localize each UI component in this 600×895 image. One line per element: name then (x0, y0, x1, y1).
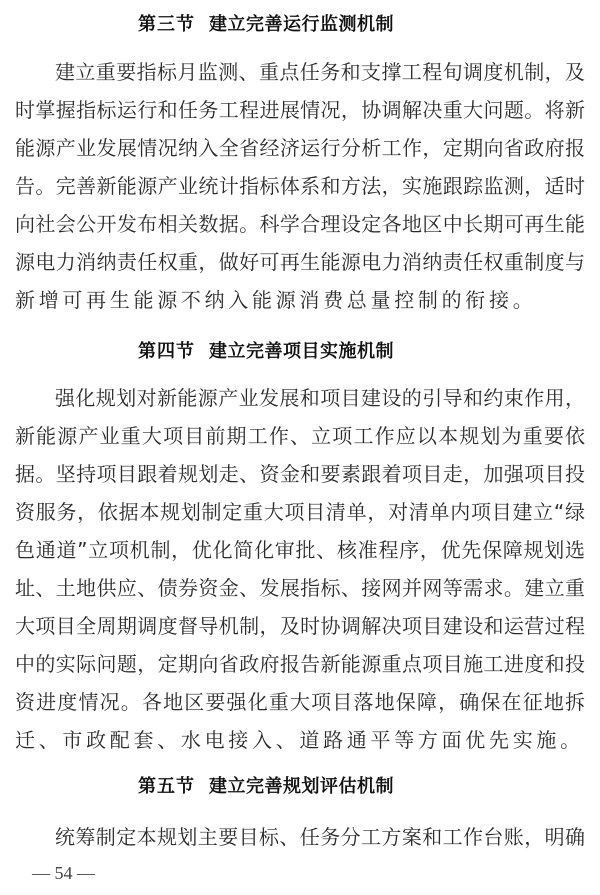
section-paragraph (15, 818, 585, 856)
paragraph-line: 新能源产业重大项目前期工作、立项工作应以本规划为重要依 (15, 424, 585, 448)
paragraph-line: 资服务，依据本规划制定重大项目清单，对清单内项目建立“绿 (15, 500, 585, 524)
section-number: 第五节 (138, 776, 195, 797)
paragraph-line: 时掌握指标运行和任务工程进展情况，协调解决重大问题。将新 (15, 98, 585, 122)
paragraph-line: 色通道”立项机制，优化简化审批、核准程序，优先保障规划选 (15, 538, 585, 562)
section-title: 建立完善运行监测机制 (209, 14, 394, 35)
paragraph-line: 能源产业发展情况纳入全省经济运行分析工作，定期向省政府报 (15, 136, 585, 160)
section-title: 建立完善项目实施机制 (209, 341, 394, 362)
paragraph-line: 统筹制定本规划主要目标、任务分工方案和工作台账，明确 (55, 825, 585, 849)
page-number: — 54 — (32, 863, 95, 883)
section-heading (138, 774, 394, 800)
paragraph-line: 向社会公开发布相关数据。科学合理设定各地区中长期可再生能 (15, 212, 585, 236)
paragraph-line: 据。坚持项目跟着规划走、资金和要素跟着项目走，加强项目投 (15, 462, 585, 486)
paragraph-line: 址、土地供应、债券资金、发展指标、接网并网等需求。建立重 (15, 576, 585, 600)
paragraph-line: 大项目全周期调度督导机制，及时协调解决项目建设和运营过程 (15, 614, 585, 638)
paragraph-line: 中的实际问题，定期向省政府报告新能源重点项目施工进度和投 (15, 652, 585, 676)
paragraph-line: 资进度情况。各地区要强化重大项目落地保障，确保在征地拆 (15, 690, 585, 714)
paragraph-line: 源电力消纳责任权重，做好可再生能源电力消纳责任权重制度与 (15, 250, 585, 274)
paragraph-line: 新增可再生能源不纳入能源消费总量控制的衔接。 (15, 288, 537, 312)
paragraph-line: 建立重要指标月监测、重点任务和支撑工程旬调度机制，及 (55, 60, 585, 84)
section-title: 建立完善规划评估机制 (209, 776, 394, 797)
section-heading (138, 339, 394, 365)
section-paragraph (15, 53, 585, 319)
section-heading (138, 12, 394, 38)
paragraph-line: 迁、市政配套、水电接入、道路通平等方面优先实施。 (15, 728, 584, 752)
paragraph-line: 告。完善新能源产业统计指标体系和方法，实施跟踪监测，适时 (15, 174, 585, 198)
section-number: 第三节 (138, 14, 195, 35)
section-number: 第四节 (138, 341, 195, 362)
paragraph-line: 强化规划对新能源产业发展和项目建设的引导和约束作用， (55, 386, 585, 410)
section-paragraph (15, 379, 585, 759)
